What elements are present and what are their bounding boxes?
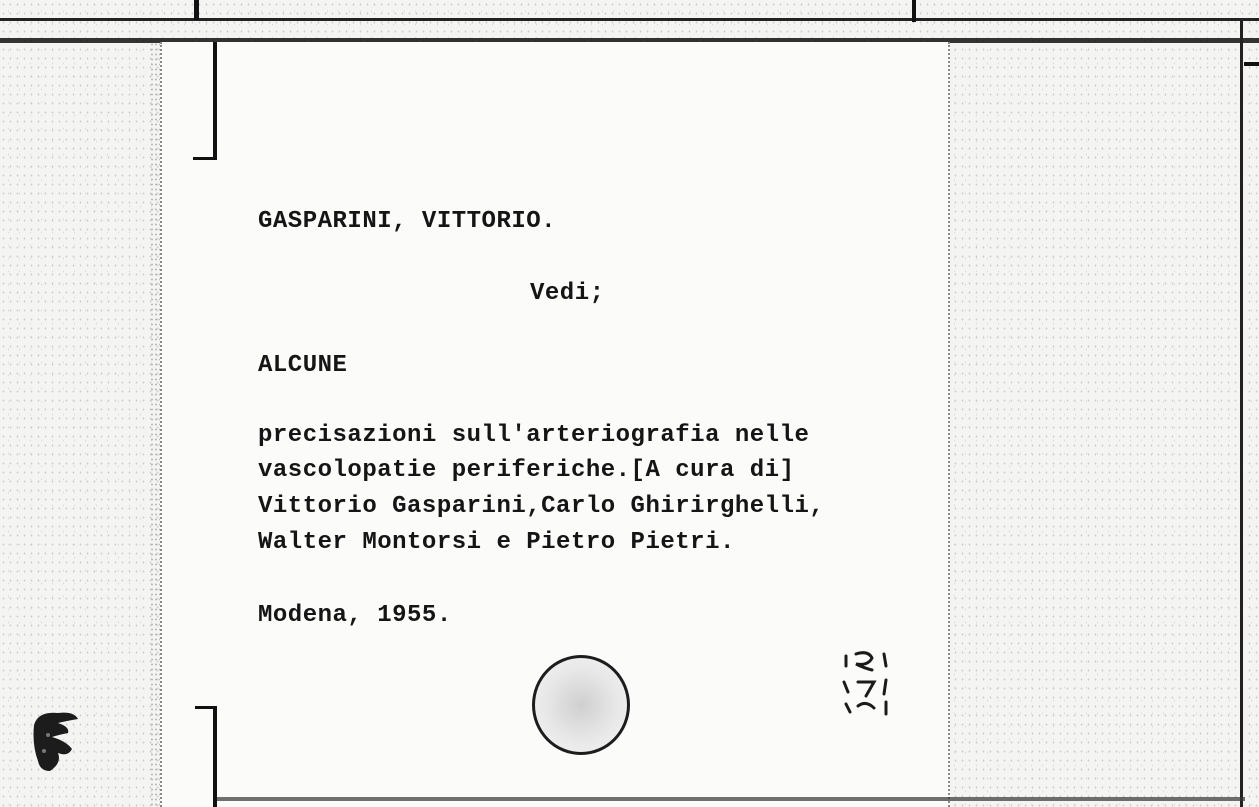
title-keyword: ALCUNE <box>258 352 348 379</box>
frame-right-edge <box>1240 20 1243 807</box>
frame-tick-left <box>194 0 199 20</box>
ink-blot-icon <box>28 705 84 775</box>
library-stamp-icon <box>532 655 630 755</box>
description-line: precisazioni sull'arteriografia nelle <box>258 422 810 449</box>
frame-right-tab <box>1244 62 1259 66</box>
card-clip-bottom-foot <box>195 706 217 709</box>
card-clip-top <box>213 42 217 160</box>
handwritten-shelfmark-icon <box>838 640 898 720</box>
frame-tick-right <box>912 0 916 22</box>
description-line: Walter Montorsi e Pietro Pietri. <box>258 529 735 556</box>
drawer-top-rule <box>0 18 1259 21</box>
card-clip-bottom <box>213 706 217 807</box>
card-heading-author: GASPARINI, VITTORIO. <box>258 208 557 235</box>
description-line: vascolopatie periferiche.[A cura di] <box>258 457 795 484</box>
see-reference-label: Vedi; <box>530 280 605 307</box>
card-bottom-rule <box>215 797 1245 801</box>
imprint-line: Modena, 1955. <box>258 602 452 629</box>
card-clip-top-foot <box>193 157 217 160</box>
description-line: Vittorio Gasparini,Carlo Ghirirghelli, <box>258 493 825 520</box>
